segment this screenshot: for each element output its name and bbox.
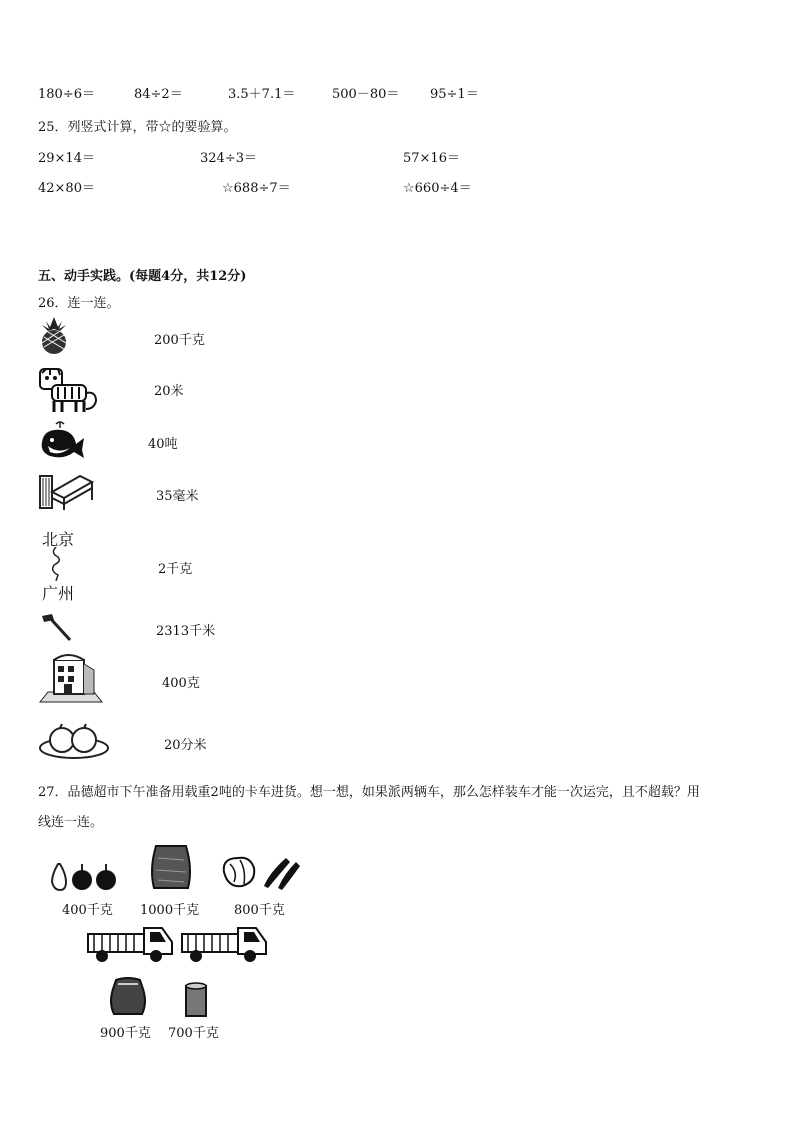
calc-item: 324÷3＝ (200, 151, 257, 166)
weight-label: 800千克 (234, 903, 285, 918)
unit-label: 2313千米 (156, 624, 216, 639)
unit-label: 35毫米 (156, 489, 199, 504)
nail-icon (40, 612, 74, 642)
map-label-guangzhou: 广州 (42, 584, 75, 603)
sack-icon (148, 842, 194, 892)
calc-item: ☆660÷4＝ (403, 181, 472, 196)
calc-item: 95÷1＝ (430, 87, 479, 102)
unit-label: 40吨 (148, 437, 178, 452)
calc-item: ☆688÷7＝ (222, 181, 291, 196)
tiger-icon (38, 365, 100, 415)
calc-item: 3.5＋7.1＝ (228, 87, 296, 102)
fruit-icon (48, 858, 120, 892)
section-heading: 五、动手实践。(每题4分，共12分) (38, 269, 247, 284)
route-map-icon (40, 527, 84, 603)
truck-icon (180, 922, 268, 964)
unit-label: 400克 (162, 676, 200, 691)
question-25-title: 25．列竖式计算，带☆的要验算。 (38, 120, 237, 135)
calc-item: 500－80＝ (332, 87, 400, 102)
unit-label: 2千克 (158, 562, 193, 577)
bag-icon (108, 976, 148, 1016)
bed-icon (38, 468, 94, 512)
calc-item: 42×80＝ (38, 181, 95, 196)
fruit-plate-icon (38, 722, 110, 760)
calc-item: 29×14＝ (38, 151, 95, 166)
question-27-line2: 线连一连。 (38, 815, 104, 830)
unit-label: 20米 (154, 384, 184, 399)
pineapple-icon (38, 317, 70, 355)
calc-item: 84÷2＝ (134, 87, 183, 102)
weight-label: 1000千克 (140, 903, 200, 918)
weight-label: 700千克 (168, 1026, 219, 1041)
question-27-line1: 27．品德超市下午准备用载重2吨的卡车进货。想一想，如果派两辆车，那么怎样装车才能一次运完，且不超载？用 (38, 785, 700, 800)
calc-item: 180÷6＝ (38, 87, 95, 102)
unit-label: 200千克 (154, 333, 205, 348)
truck-icon (86, 922, 174, 964)
barrel-icon (184, 982, 208, 1018)
whale-icon (38, 420, 86, 460)
building-icon (38, 652, 104, 704)
map-label-beijing: 北京 (42, 530, 75, 549)
calc-item: 57×16＝ (403, 151, 460, 166)
weight-label: 900千克 (100, 1026, 151, 1041)
question-26-title: 26．连一连。 (38, 296, 120, 311)
vegetables-icon (220, 852, 302, 890)
unit-label: 20分米 (164, 738, 207, 753)
weight-label: 400千克 (62, 903, 113, 918)
